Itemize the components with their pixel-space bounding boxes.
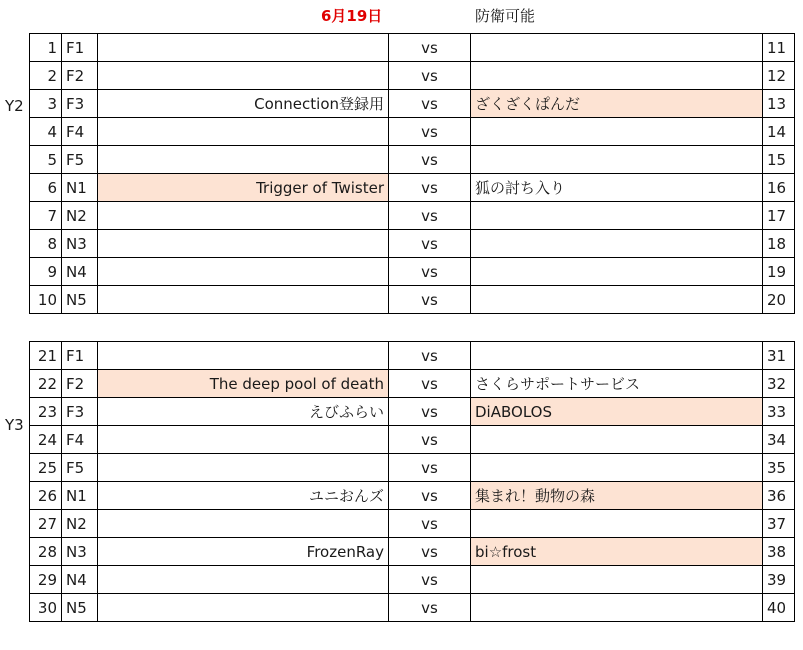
table-row [30,202,795,230]
opponent-number-cell[interactable]: 11 [763,34,795,62]
vs-cell[interactable]: vs [389,426,471,454]
slot-code-cell[interactable]: N2 [62,510,98,538]
left-team-cell[interactable] [98,454,389,482]
opponent-number-cell[interactable]: 39 [763,566,795,594]
right-team-cell[interactable]: bi☆frost [471,538,763,566]
table-row [30,286,795,314]
left-team-cell[interactable] [98,594,389,622]
left-team-cell[interactable] [98,118,389,146]
slot-code-cell[interactable]: N3 [62,538,98,566]
opponent-number-cell[interactable]: 34 [763,426,795,454]
slot-code-cell[interactable]: F3 [62,90,98,118]
match-number-cell[interactable]: 21 [30,342,62,370]
opponent-number-cell[interactable]: 32 [763,370,795,398]
match-number-cell[interactable]: 26 [30,482,62,510]
spacer-cell [471,314,763,342]
left-team-cell[interactable] [98,258,389,286]
match-number-cell[interactable]: 28 [30,538,62,566]
match-number-cell[interactable]: 2 [30,62,62,90]
opponent-number-cell[interactable]: 16 [763,174,795,202]
left-team-cell[interactable]: The deep pool of death [98,370,389,398]
table-row [30,538,795,566]
slot-code-cell[interactable]: N5 [62,594,98,622]
table-row [30,146,795,174]
match-number-cell[interactable]: 27 [30,510,62,538]
date-header: 6月19日 [321,7,383,25]
vs-cell[interactable]: vs [389,286,471,314]
vs-cell[interactable]: vs [389,90,471,118]
opponent-number-cell[interactable]: 15 [763,146,795,174]
right-team-cell[interactable]: DiABOLOS [471,398,763,426]
left-team-cell[interactable]: Connection登録用 [98,90,389,118]
left-team-cell[interactable] [98,34,389,62]
right-team-cell[interactable] [471,258,763,286]
left-team-cell[interactable]: FrozenRay [98,538,389,566]
opponent-number-cell[interactable]: 37 [763,510,795,538]
availability-header: 防衛可能 [475,7,536,25]
left-team-cell[interactable]: Trigger of Twister [98,174,389,202]
table-row [30,90,795,118]
spacer-cell [98,314,389,342]
slot-code-cell[interactable]: N3 [62,230,98,258]
slot-code-cell[interactable]: F1 [62,34,98,62]
right-team-cell[interactable] [471,454,763,482]
opponent-number-cell[interactable]: 33 [763,398,795,426]
right-team-cell[interactable]: 狐の討ち入り [471,174,763,202]
match-number-cell[interactable]: 5 [30,146,62,174]
vs-cell[interactable]: vs [389,398,471,426]
table-row [30,342,795,370]
left-team-cell[interactable] [98,62,389,90]
right-team-cell[interactable]: 集まれ！動物の森 [471,482,763,510]
opponent-number-cell[interactable]: 18 [763,230,795,258]
right-team-cell[interactable] [471,594,763,622]
left-team-cell[interactable]: えびふらい [98,398,389,426]
opponent-number-cell[interactable]: 35 [763,454,795,482]
group-label-y2: Y2 [5,97,24,115]
table-row [30,594,795,622]
right-team-cell[interactable]: ざくざくぱんだ [471,90,763,118]
match-number-cell[interactable]: 29 [30,566,62,594]
vs-cell[interactable]: vs [389,258,471,286]
match-number-cell[interactable]: 7 [30,202,62,230]
slot-code-cell[interactable]: F5 [62,454,98,482]
right-team-cell[interactable] [471,146,763,174]
right-team-cell[interactable] [471,202,763,230]
right-team-cell[interactable]: さくらサポートサービス [471,370,763,398]
opponent-number-cell[interactable]: 36 [763,482,795,510]
spacer-cell [62,314,98,342]
vs-cell[interactable]: vs [389,370,471,398]
table-row [30,118,795,146]
opponent-number-cell[interactable]: 38 [763,538,795,566]
match-number-cell[interactable]: 23 [30,398,62,426]
slot-code-cell[interactable]: F3 [62,398,98,426]
left-team-cell[interactable] [98,202,389,230]
opponent-number-cell[interactable]: 40 [763,594,795,622]
match-number-cell[interactable]: 22 [30,370,62,398]
opponent-number-cell[interactable]: 19 [763,258,795,286]
left-team-cell[interactable] [98,146,389,174]
match-number-cell[interactable]: 8 [30,230,62,258]
slot-code-cell[interactable]: N1 [62,482,98,510]
match-number-cell[interactable]: 9 [30,258,62,286]
vs-cell[interactable]: vs [389,34,471,62]
right-team-cell[interactable] [471,510,763,538]
opponent-number-cell[interactable]: 17 [763,202,795,230]
match-table [29,33,795,622]
opponent-number-cell[interactable]: 13 [763,90,795,118]
match-number-cell[interactable]: 30 [30,594,62,622]
vs-cell[interactable]: vs [389,230,471,258]
slot-code-cell[interactable]: F4 [62,426,98,454]
vs-cell[interactable]: vs [389,510,471,538]
vs-cell[interactable]: vs [389,566,471,594]
left-team-cell[interactable] [98,230,389,258]
group-label-y3: Y3 [5,416,24,434]
group-spacer-row [30,314,795,342]
table-row [30,34,795,62]
slot-code-cell[interactable]: N1 [62,174,98,202]
match-number-cell[interactable]: 6 [30,174,62,202]
left-team-cell[interactable] [98,510,389,538]
opponent-number-cell[interactable]: 14 [763,118,795,146]
match-number-cell[interactable]: 1 [30,34,62,62]
slot-code-cell[interactable]: F2 [62,370,98,398]
opponent-number-cell[interactable]: 31 [763,342,795,370]
table-row [30,398,795,426]
vs-cell[interactable]: vs [389,594,471,622]
vs-cell[interactable]: vs [389,482,471,510]
right-team-cell[interactable] [471,342,763,370]
slot-code-cell[interactable]: F1 [62,342,98,370]
table-row [30,482,795,510]
slot-code-cell[interactable]: N5 [62,286,98,314]
table-row [30,426,795,454]
right-team-cell[interactable] [471,34,763,62]
right-team-cell[interactable] [471,62,763,90]
opponent-number-cell[interactable]: 20 [763,286,795,314]
right-team-cell[interactable] [471,426,763,454]
vs-cell[interactable]: vs [389,118,471,146]
right-team-cell[interactable] [471,286,763,314]
left-team-cell[interactable] [98,566,389,594]
left-team-cell[interactable] [98,342,389,370]
vs-cell[interactable]: vs [389,146,471,174]
match-number-cell[interactable]: 25 [30,454,62,482]
slot-code-cell[interactable]: F4 [62,118,98,146]
table-row [30,62,795,90]
left-team-cell[interactable] [98,426,389,454]
right-team-cell[interactable] [471,118,763,146]
left-team-cell[interactable]: ユニおんズ [98,482,389,510]
vs-cell[interactable]: vs [389,174,471,202]
match-number-cell[interactable]: 4 [30,118,62,146]
spacer-cell [763,314,795,342]
vs-cell[interactable]: vs [389,342,471,370]
slot-code-cell[interactable]: F5 [62,146,98,174]
table-row [30,230,795,258]
vs-cell[interactable]: vs [389,62,471,90]
table-row [30,566,795,594]
vs-cell[interactable]: vs [389,202,471,230]
opponent-number-cell[interactable]: 12 [763,62,795,90]
vs-cell[interactable]: vs [389,454,471,482]
slot-code-cell[interactable]: N4 [62,566,98,594]
spacer-cell [389,314,471,342]
table-row [30,370,795,398]
slot-code-cell[interactable]: F2 [62,62,98,90]
table-row [30,174,795,202]
match-number-cell[interactable]: 24 [30,426,62,454]
table-row [30,454,795,482]
match-number-cell[interactable]: 10 [30,286,62,314]
spacer-cell [30,314,62,342]
slot-code-cell[interactable]: N2 [62,202,98,230]
left-team-cell[interactable] [98,286,389,314]
table-row [30,510,795,538]
vs-cell[interactable]: vs [389,538,471,566]
table-row [30,258,795,286]
right-team-cell[interactable] [471,230,763,258]
match-number-cell[interactable]: 3 [30,90,62,118]
slot-code-cell[interactable]: N4 [62,258,98,286]
right-team-cell[interactable] [471,566,763,594]
